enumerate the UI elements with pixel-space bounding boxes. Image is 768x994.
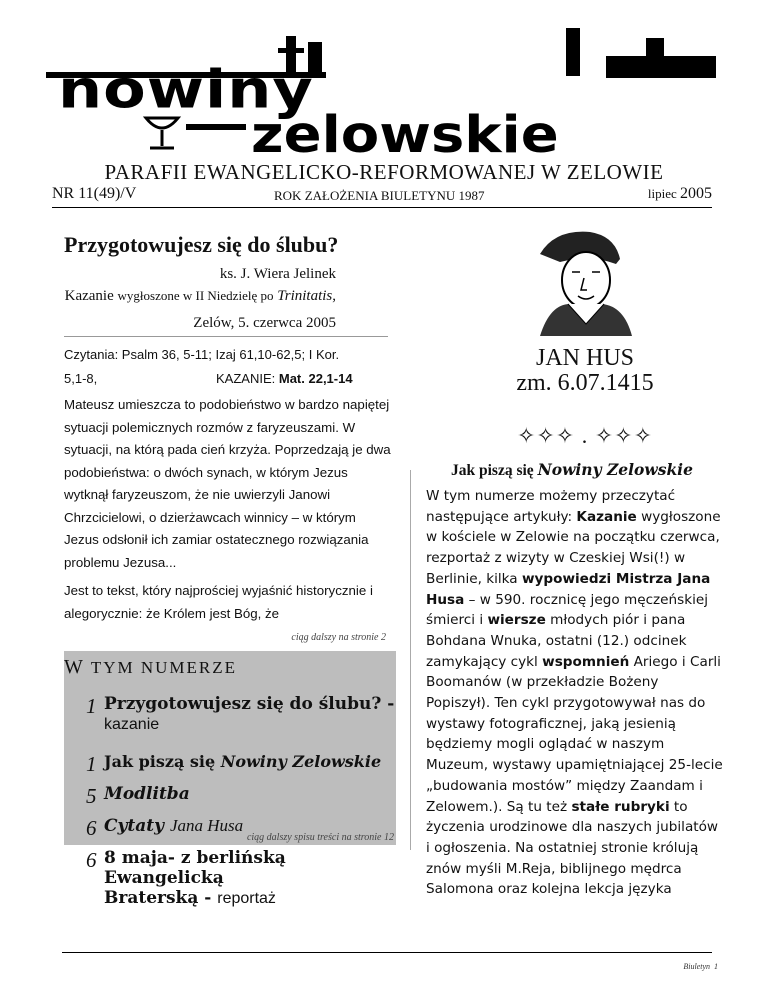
logo-nowiny: nowiny (58, 58, 314, 121)
highlight-text: wypowiedzi Mistrza Jana Husa (426, 570, 711, 608)
header-rule (52, 207, 712, 208)
divider (64, 336, 388, 337)
article-body (64, 394, 394, 631)
issue-row (52, 185, 712, 207)
ornament-divider: ✧✧✧ . ✧✧✧ (516, 423, 654, 448)
logo-zelowskie: zelowskie (251, 106, 559, 165)
highlight-text: Kazanie (576, 508, 637, 525)
page-footer: Biuletyn 1 (683, 962, 718, 971)
highlight-text: wiersze (487, 612, 546, 629)
article-occasion: Kazanie wygłoszone w II Niedzielę po Trinitatis, (64, 288, 336, 304)
issue-date: lipiec 2005 (647, 185, 712, 202)
body-text: to życzenia urodzinowe dla naszych jubilatów i ogłoszenia. Na ostatniej stronie królują znów myśli M.Reja, biblijnego mędrca Salomona oraz kolejna lekcja języka (426, 798, 719, 898)
continued-note: ciąg dalszy na stronie 2 (291, 632, 386, 643)
founded-year: ROK ZAŁOŻENIA BIULETYNU 1987 (274, 188, 485, 203)
body-text: wygłoszone w kościele w Zelowie na początku czerwca, rezportaż z wizyty w Czeskiej Wsi(!) w Berlinie, kilka (426, 508, 721, 587)
readings-line1: Czytania: Psalm 36, 5-11; Izaj 61,10-62,5; I Kor. (64, 347, 340, 362)
body-text: Ariego i Carli Boomanów (w przekładzie Bożeny Popiszył). Ten cykl przygotowywał nas do wystawy fotograficznej, jaką jesienią będziemy mogli oglądać w naszym Muzeum, wystawy upamiętniającej 25-lecie „budowania mostów” między Zaandam i Zelowem.). Są tu też (426, 653, 723, 815)
readings-line2: 5,1-8, KAZANIE: Mat. 22,1-14 (64, 371, 353, 386)
toc-heading: W TYM NUMERZE (64, 656, 238, 678)
column-divider (410, 470, 411, 850)
body-text: W tym numerze możemy przeczytać następujące artykuły: (426, 488, 676, 525)
toc-continued-note: ciąg dalszy spisu treści na stronie 12 (246, 832, 394, 843)
article-place-date: Zelów, 5. czerwca 2005 (193, 315, 336, 331)
masthead (46, 28, 726, 165)
parish-title: PARAFII EWANGELICKO-REFORMOWANEJ W ZELOWIE (104, 160, 664, 184)
article-title: Przygotowujesz się do ślubu? (64, 232, 339, 257)
article-paragraph: Jest to tekst, który najprościej wyjaśnić historycznie i alegorycznie: że Królem jest Bóg, że (64, 583, 373, 621)
body-text: – w 590. rocznicę jego męczeńskiej śmierci i (426, 591, 709, 629)
jan-hus-portrait (520, 224, 646, 336)
issue-number: NR 11(49)/V (52, 185, 137, 202)
hus-name: JAN HUS (535, 345, 634, 371)
sidebar-text (426, 486, 726, 900)
highlight-text: stałe rubryki (571, 798, 670, 815)
sidebar-title: Jak piszą się Nowiny Zelowskie (451, 460, 693, 479)
highlight-text: wspomnień (542, 653, 630, 670)
footer-rule (62, 952, 712, 953)
body-text: młodych piór i pana Bohdana Wnuka, ostatni (12.) odcinek zamykający cykl (426, 612, 687, 670)
article-paragraph: Mateusz umieszcza to podobieństwo w bardzo napiętej sytuacji polemicznych rozmów z faryzeuszami. W sytuacji, na którą pada cień krzyża. Poprzedzają je dwa podobieństwa: o dwóch synach, w którym Jezus wytknął faryzeuszom, że nie uwierzyli Janowi Chrzcicielowi, o dzierżawcach winnicy – w którym Jezus odsłonił ich zamiar ostatecznego rozwiązania problemu Jezusa... (64, 397, 391, 570)
article-author: ks. J. Wiera Jelinek (219, 266, 336, 282)
hus-death-date: zm. 6.07.1415 (516, 370, 654, 396)
